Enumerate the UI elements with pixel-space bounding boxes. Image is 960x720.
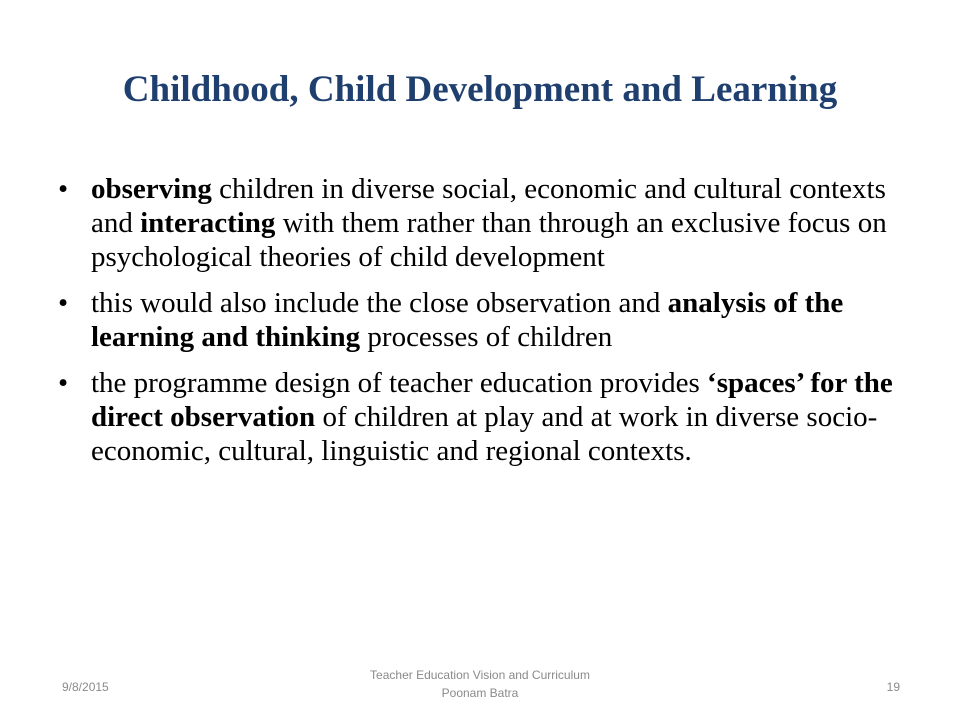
bullet-dot-icon: • xyxy=(58,367,69,399)
bullet-item xyxy=(58,286,898,354)
footer-center xyxy=(0,666,960,702)
bullet-text-bold: observing xyxy=(91,173,212,205)
footer-presentation-title: Teacher Education Vision and Curriculum xyxy=(370,668,590,682)
bullet-text xyxy=(91,173,887,273)
bullet-text-bold: interacting xyxy=(140,207,276,239)
bullet-dot-icon: • xyxy=(58,287,69,319)
bullet-text-bold: ‘spaces’ for the direct observation xyxy=(91,367,893,433)
bullet-text xyxy=(91,367,893,467)
bullet-item xyxy=(58,366,898,468)
bullet-text-plain: this would also include the close observation and xyxy=(91,287,668,319)
bullet-text-plain: of children at play and at work in diverse socio-economic, cultural, linguistic and regional contexts. xyxy=(91,401,878,467)
bullet-text-bold: analysis of the learning and thinking xyxy=(91,287,844,353)
slide-title: Childhood, Child Development and Learning xyxy=(122,69,838,110)
bullet-text-plain: the programme design of teacher education provides xyxy=(91,367,708,399)
bullet-list xyxy=(58,172,898,480)
bullet-text-plain: with them rather than through an exclusive focus on psychological theories of child development xyxy=(91,207,887,273)
footer-page-number: 19 xyxy=(886,680,900,694)
bullet-dot-icon: • xyxy=(58,173,69,205)
footer-date: 9/8/2015 xyxy=(62,680,109,694)
bullet-item xyxy=(58,172,898,274)
bullet-text-plain: processes of children xyxy=(360,321,613,353)
bullet-text xyxy=(91,287,843,353)
footer-author: Poonam Batra xyxy=(441,686,519,700)
bullet-text-plain: children in diverse social, economic and cultural contexts and xyxy=(91,173,886,239)
